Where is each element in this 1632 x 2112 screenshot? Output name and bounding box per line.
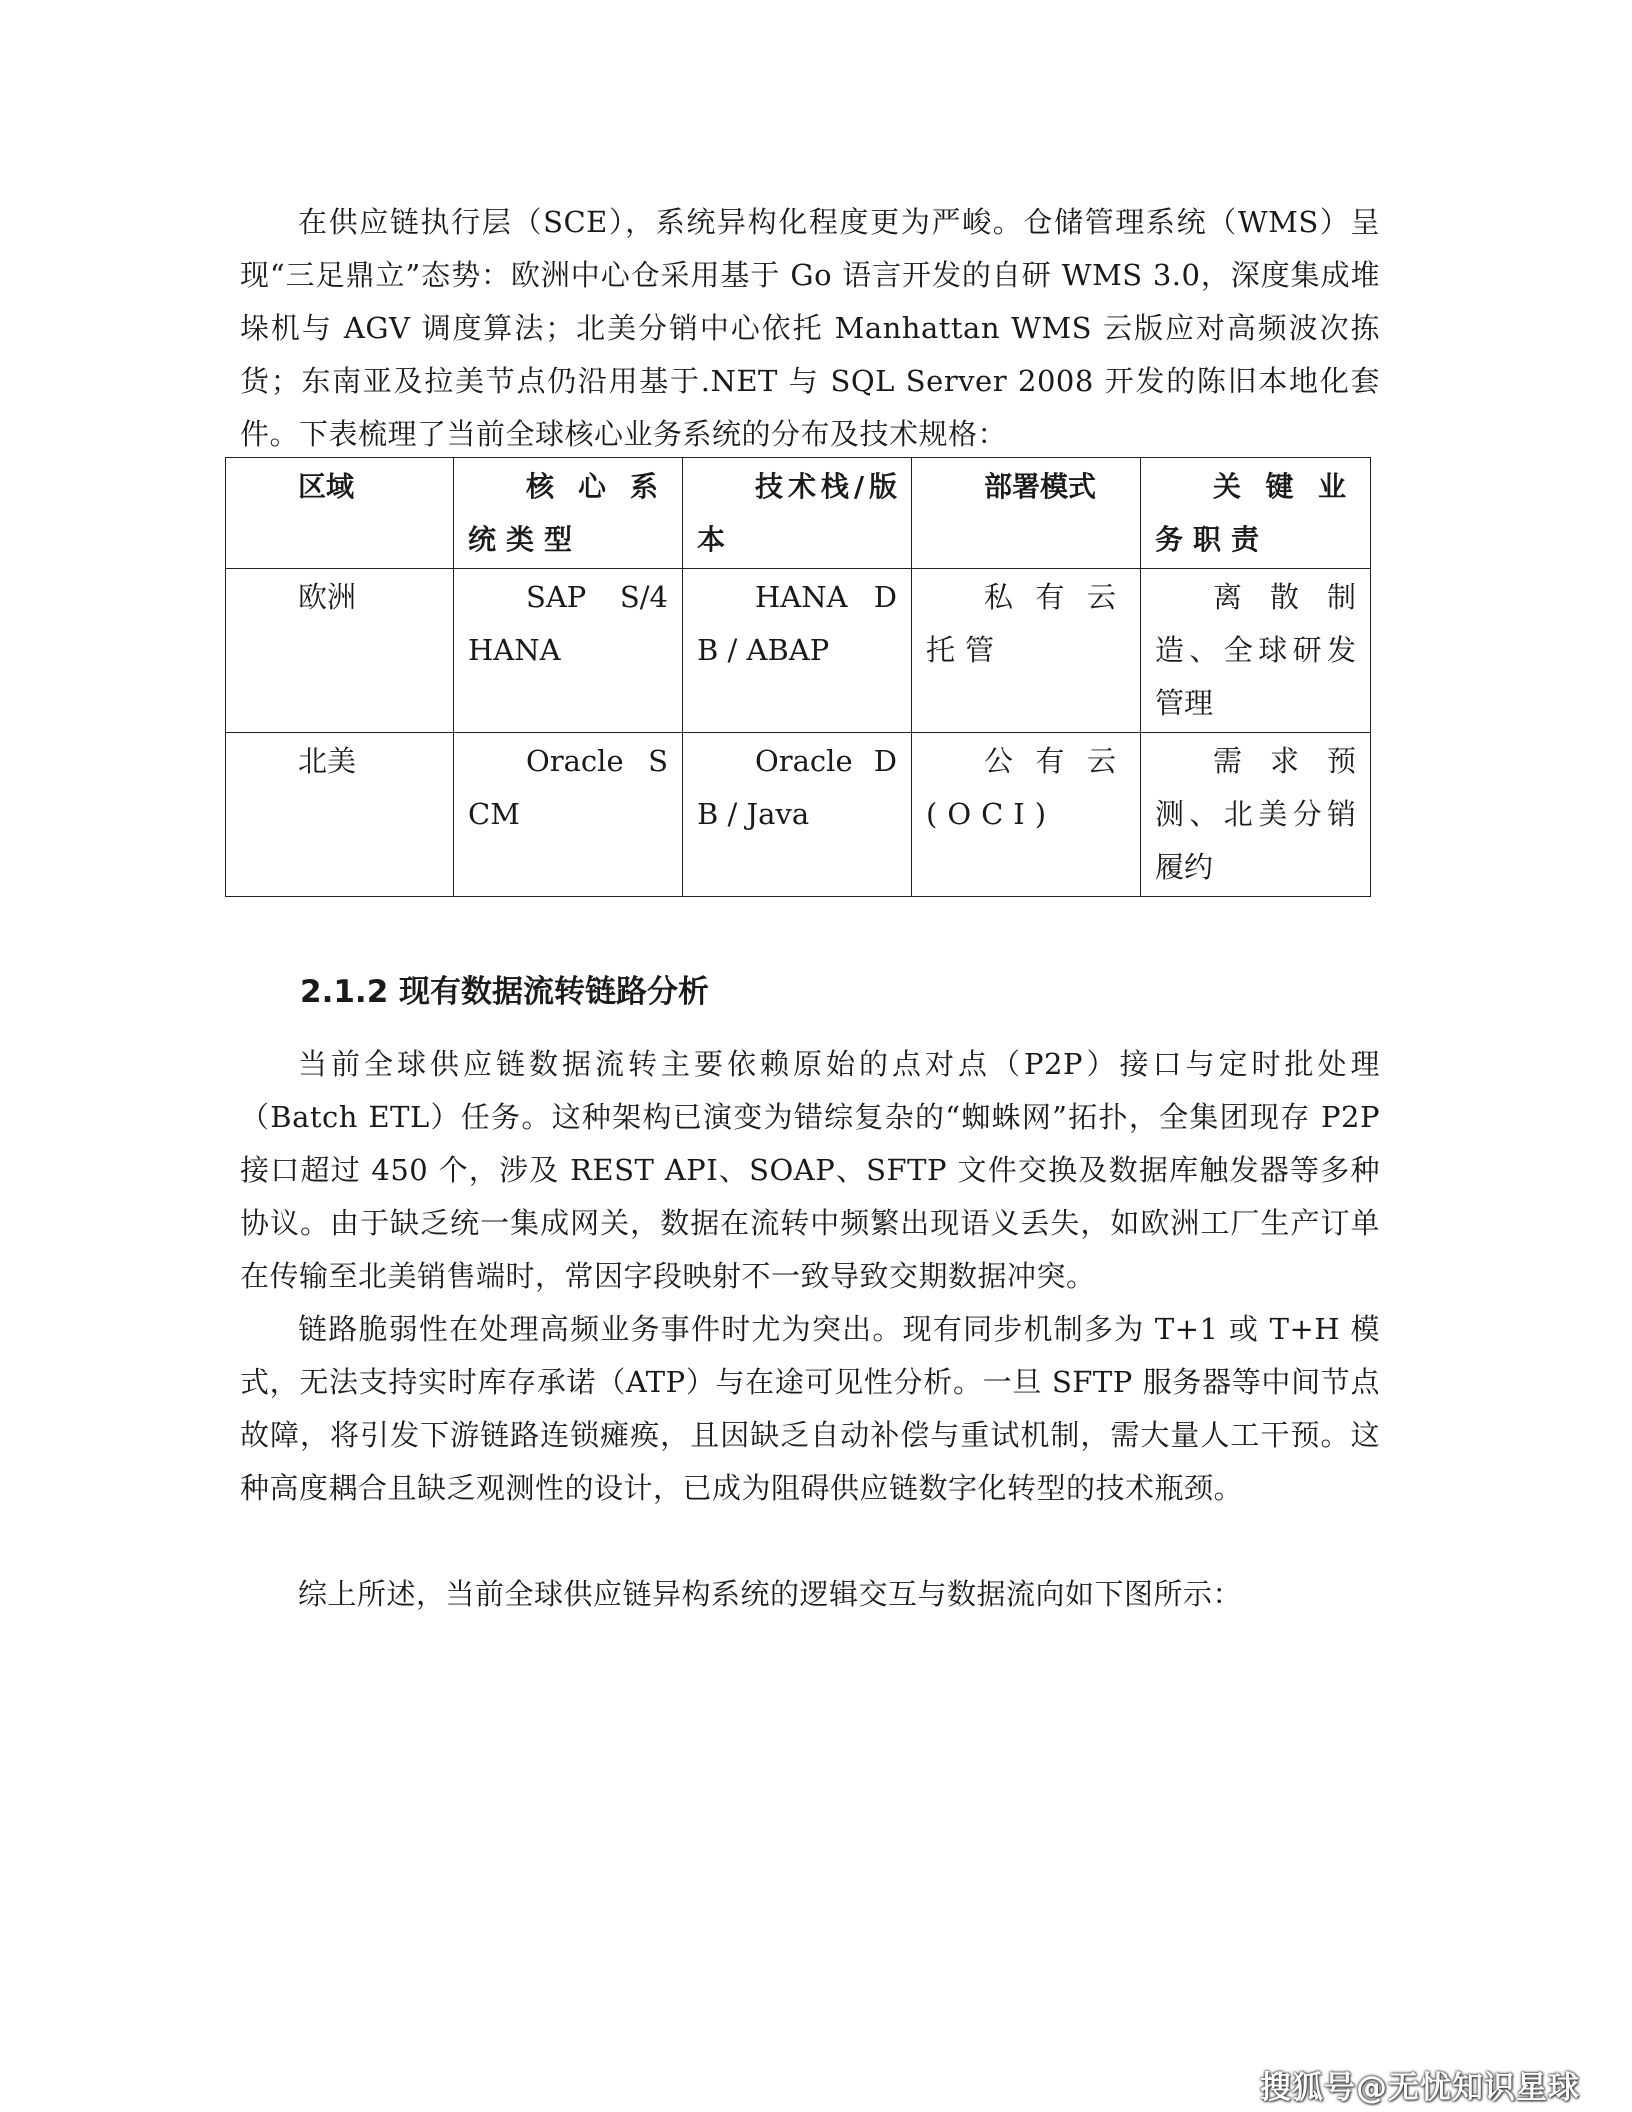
paragraph-sce-heterogeneity: 在供应链执行层（SCE），系统异构化程度更为严峻。仓储管理系统（WMS）呈现“三足鼎立”态势：欧洲中心仓采用基于 Go 语言开发的自研 WMS 3.0，深度集成堆垛机与 AGV 调度算法；北美分销中心依托 Manhattan WMS 云版应对高频波次拣货；东南亚及拉美节点仍沿用基于.NET 与 SQL Server 2008 开发的陈旧本地化套件。下表梳理了当前全球核心业务系统的分布及技术规格：: [240, 205, 1380, 451]
table-header-row: [226, 458, 1371, 569]
header-core-system: 核心系统类型: [454, 458, 683, 569]
cell-tech-stack: HANA DB / ABAP: [683, 569, 912, 733]
cell-deployment: 私有云托管: [912, 569, 1141, 733]
cell-core-system: Oracle SCM: [454, 733, 683, 897]
header-deployment: 部署模式: [912, 458, 1141, 569]
table-row: [226, 733, 1371, 897]
cell-tech-stack: Oracle DB / Java: [683, 733, 912, 897]
header-region: 区域: [226, 458, 454, 569]
paragraph-p2p-dataflow: 当前全球供应链数据流转主要依赖原始的点对点（P2P）接口与定时批处理（Batch ETL）任务。这种架构已演变为错综复杂的“蜘蛛网”拓扑，全集团现存 P2P 接口超过 450 个，涉及 REST API、SOAP、SFTP 文件交换及数据库触发器等多种协议。由于缺乏统一集成网关，数据在流转中频繁出现语义丢失，如欧洲工厂生产订单在传输至北美销售端时，常因字段映射不一致导致交期数据冲突。: [240, 1047, 1380, 1293]
cell-region: 北美: [226, 733, 454, 897]
cell-responsibility: 需求预测、北美分销履约: [1141, 733, 1371, 897]
paragraph-summary: 综上所述，当前全球供应链异构系统的逻辑交互与数据流向如下图所示：: [298, 1577, 1243, 1611]
header-tech-stack: 技术栈/版本: [683, 458, 912, 569]
cell-core-system: SAP S/4HANA: [454, 569, 683, 733]
watermark: 搜狐号@无忧知识星球: [1260, 2070, 1580, 2106]
header-responsibility: 关键业务职责: [1141, 458, 1371, 569]
paragraph-link-fragility: 链路脆弱性在处理高频业务事件时尤为突出。现有同步机制多为 T+1 或 T+H 模式，无法支持实时库存承诺（ATP）与在途可见性分析。一旦 SFTP 服务器等中间节点故障，将引发下游链路连锁瘫痪，且因缺乏自动补偿与重试机制，需大量人工干预。这种高度耦合且缺乏观测性的设计，已成为阻碍供应链数字化转型的技术瓶颈。: [240, 1312, 1380, 1505]
cell-region: 欧洲: [226, 569, 454, 733]
table-row: [226, 569, 1371, 733]
section-heading: 2.1.2 现有数据流转链路分析: [300, 974, 710, 1010]
system-distribution-table: [225, 457, 1371, 897]
cell-deployment: 公有云(OCI): [912, 733, 1141, 897]
cell-responsibility: 离散制造、全球研发管理: [1141, 569, 1371, 733]
